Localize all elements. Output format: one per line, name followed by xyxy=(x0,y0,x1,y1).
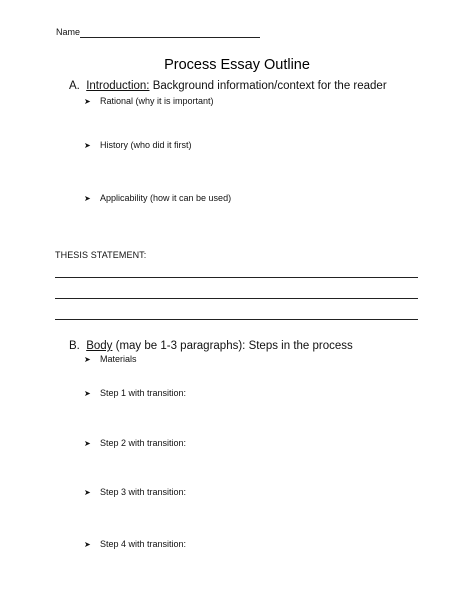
list-item xyxy=(84,487,186,497)
bullet-text: Materials xyxy=(100,354,137,364)
thesis-line-1[interactable] xyxy=(55,277,418,278)
bullet-text: Step 2 with transition: xyxy=(100,438,187,448)
arrowhead-bullet-icon: ➤ xyxy=(84,355,91,364)
thesis-line-3[interactable] xyxy=(55,319,418,320)
name-blank-line[interactable] xyxy=(80,37,260,38)
thesis-line-2[interactable] xyxy=(55,298,418,299)
bullet-text: Step 3 with transition: xyxy=(100,487,187,497)
thesis-label: THESIS STATEMENT: xyxy=(55,250,147,260)
list-item xyxy=(84,354,137,364)
arrowhead-bullet-icon: ➤ xyxy=(84,389,91,398)
list-item xyxy=(84,388,186,398)
list-item xyxy=(84,193,231,203)
list-item xyxy=(84,539,186,549)
section-a-description: Background information/context for the reader xyxy=(149,80,387,92)
arrowhead-bullet-icon: ➤ xyxy=(84,540,91,549)
arrowhead-bullet-icon: ➤ xyxy=(84,141,91,150)
name-label: Name xyxy=(56,27,81,37)
arrowhead-bullet-icon: ➤ xyxy=(84,97,91,106)
section-a-heading xyxy=(69,80,387,92)
section-a-letter: A. xyxy=(69,80,80,92)
bullet-text: Rational (why it is important) xyxy=(100,96,214,106)
page-title: Process Essay Outline xyxy=(164,57,310,73)
section-b-heading xyxy=(69,340,353,352)
arrowhead-bullet-icon: ➤ xyxy=(84,488,91,497)
list-item xyxy=(84,140,192,150)
bullet-text: Applicability (how it can be used) xyxy=(100,193,232,203)
section-b-letter: B. xyxy=(69,340,80,352)
list-item xyxy=(84,438,186,448)
arrowhead-bullet-icon: ➤ xyxy=(84,194,91,203)
bullet-text: Step 4 with transition: xyxy=(100,539,187,549)
bullet-text: Step 1 with transition: xyxy=(100,388,187,398)
section-b-description: (may be 1-3 paragraphs): Steps in the process xyxy=(112,340,353,352)
section-b-title: Body xyxy=(86,340,113,352)
bullet-text: History (who did it first) xyxy=(100,140,192,150)
section-a-title: Introduction: xyxy=(86,80,150,92)
arrowhead-bullet-icon: ➤ xyxy=(84,439,91,448)
list-item xyxy=(84,96,214,106)
